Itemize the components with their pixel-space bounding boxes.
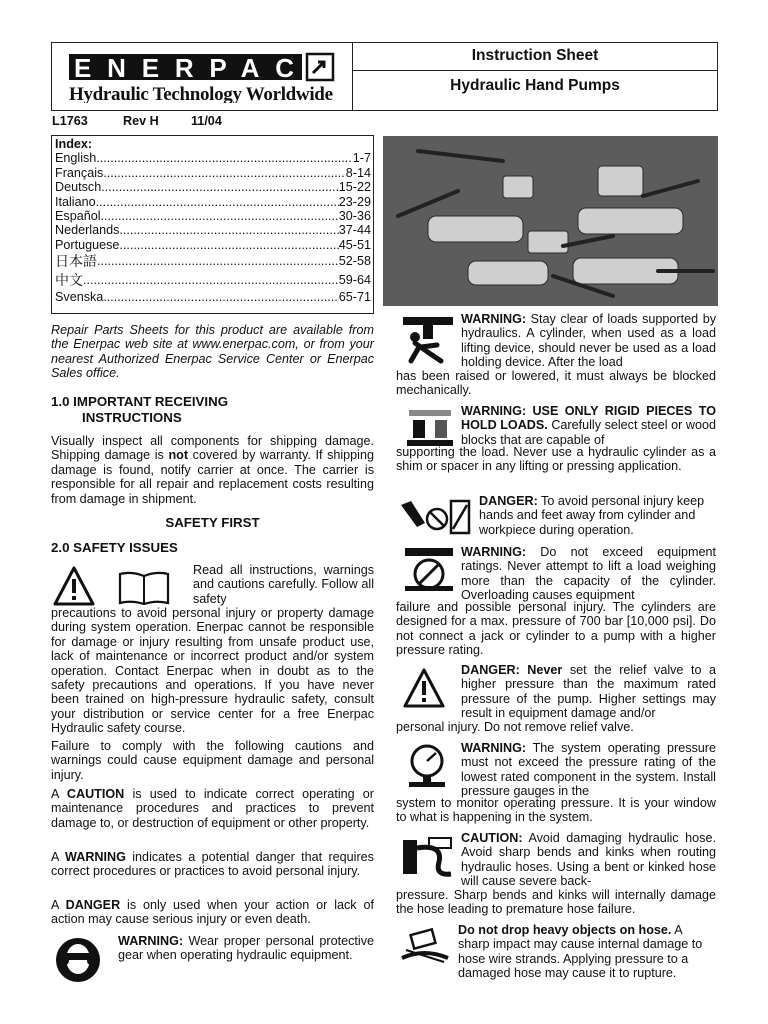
- index-item[interactable]: 中文 ..... 59-64: [55, 271, 371, 290]
- doc-rev: Rev H: [123, 114, 159, 128]
- danger-hands-feet: DANGER: To avoid personal injury keep hands and feet away from cylinder and workpiece during operation.: [479, 494, 705, 537]
- pumps-photo: [383, 136, 718, 306]
- index-item[interactable]: Italiano ..... 23-29: [55, 195, 371, 209]
- overload-icon: [403, 546, 455, 592]
- warning-loads-top: WARNING: Stay clear of loads supported by hydraulics. A cylinder, when used as a load lifting device, should never be used as a load holding device. After the load: [461, 312, 716, 370]
- dropped-object-icon: [398, 926, 452, 966]
- warning-ratings-bottom: failure and possible personal injury. The cylinders are designed for a max. pressure of 700 bar [10,000 psi]. Do not connect a jack or cylinder to a pump with a higher pressure rating.: [396, 600, 716, 658]
- index-item[interactable]: Portuguese ..... 45-51: [55, 238, 371, 252]
- warning-rigid-pieces-top: WARNING: USE ONLY RIGID PIECES TO HOLD LOADS. Carefully select steel or wood blocks that are capable of: [461, 404, 716, 447]
- doc-code: L1763: [52, 114, 88, 128]
- index-item[interactable]: Nederlands ..... 37-44: [55, 223, 371, 237]
- safety-intro-top: Read all instructions, warnings and cautions carefully. Follow all safety: [193, 563, 374, 606]
- index-item[interactable]: English ..... 1-7: [55, 151, 371, 165]
- header-title-product: Hydraulic Hand Pumps: [450, 77, 620, 94]
- index-item[interactable]: Español ..... 30-36: [55, 209, 371, 223]
- repair-parts-note: Repair Parts Sheets for this product are available from the Enerpac web site at www.enerpac.com, or from your nearest Authorized Enerpac Service Center or Enerpac Sales office.: [51, 323, 374, 381]
- index-item[interactable]: Svenska ..... 65-71: [55, 290, 371, 304]
- pressure-gauge-icon: [405, 743, 449, 789]
- safety-first-heading: SAFETY FIRST: [165, 515, 260, 530]
- index-item[interactable]: Deutsch ..... 15-22: [55, 180, 371, 194]
- svg-text:ENERPAC: ENERPAC: [74, 53, 296, 83]
- index-item[interactable]: 日本語 ..... 52-58: [55, 252, 371, 271]
- warning-definition: A WARNING indicates a potential danger that requires correct procedures or practices to avoid personal injury.: [51, 850, 374, 879]
- failure-paragraph: Failure to comply with the following cautions and warnings could cause equipment damage and personal injury.: [51, 739, 374, 782]
- svg-text:Hydraulic Technology Worldwide: Hydraulic Technology Worldwide: [69, 84, 333, 103]
- danger-relief-valve-top: DANGER: Never set the relief valve to a higher pressure than the maximum rated pressure of the pump. Higher settings may result in equipment damage and/or: [461, 663, 716, 721]
- protective-gear-icon: [55, 937, 101, 983]
- index-heading: Index:: [55, 137, 93, 151]
- danger-relief-valve-bottom: personal injury. Do not remove relief valve.: [396, 720, 634, 734]
- warning-triangle-icon: [53, 566, 95, 606]
- hose-bend-icon: [399, 834, 455, 880]
- section-2-heading: 2.0 SAFETY ISSUES: [51, 540, 178, 555]
- section-1-heading-cont: INSTRUCTIONS: [82, 410, 182, 425]
- hand-pumps-image: [383, 136, 718, 306]
- warning-pressure-bottom: system to monitor operating pressure. It is your window to what is happening in the system.: [396, 796, 716, 825]
- warning-loads-bottom: has been raised or lowered, it must always be blocked mechanically.: [396, 369, 716, 398]
- section-1-body: Visually inspect all components for shipping damage. Shipping damage is not covered by warranty. If shipping damage is found, notify carrier at once. The carrier is responsible for all repair and replacement costs resulting from damage in shipment.: [51, 434, 374, 506]
- index-list: [55, 137, 371, 305]
- book-icon: [117, 570, 171, 606]
- index-item[interactable]: Français ..... 8-14: [55, 166, 371, 180]
- warning-rigid-pieces-bottom: supporting the load. Never use a hydraulic cylinder as a shim or spacer in any lifting or pressing application.: [396, 445, 716, 474]
- danger-definition: A DANGER is only used when your action or lack of action may cause serious injury or even death.: [51, 898, 374, 927]
- caution-definition: A CAUTION is used to indicate correct operating or maintenance procedures and practices to prevent damage to, or destruction of equipment or other property.: [51, 787, 374, 830]
- warning-ratings-top: WARNING: Do not exceed equipment ratings. Never attempt to lift a load weighing more than the capacity of the cylinder. Overloading causes equipment: [461, 545, 716, 603]
- relief-valve-warning-icon: [402, 668, 446, 708]
- warning-pressure-top: WARNING: The system operating pressure must not exceed the pressure rating of the lowest rated component in the system. Install pressure gauges in the: [461, 741, 716, 799]
- doc-date: 11/04: [191, 114, 222, 128]
- crushed-person-icon: [401, 313, 455, 365]
- hands-feet-icon: [397, 497, 473, 537]
- caution-hose-top: CAUTION: Avoid damaging hydraulic hose. Avoid sharp bends and kinks when routing hydraulic hoses. Using a bent or kinked hose will cause severe back-: [461, 831, 716, 889]
- safety-intro-rest: precautions to avoid personal injury or property damage during system operation. Enerpac cannot be responsible for damage or injury resulting from unsafe product use, lack of maintenance or incorrect product and/or system operation. Contact Enerpac when in doubt as to the safety precautions and operations. If you have never been trained on high-pressure hydraulic safety, consult your distribution or service center for a free Enerpac Hydraulic safety course.: [51, 606, 374, 736]
- caution-hose-bottom: pressure. Sharp bends and kinks will internally damage the hose leading to premature hose failure.: [396, 888, 716, 917]
- header-title-instruction: Instruction Sheet: [471, 47, 599, 64]
- protective-gear-warning: WARNING: Wear proper personal protective gear when operating hydraulic equipment.: [118, 934, 374, 963]
- blocking-icon: [405, 406, 455, 448]
- section-1-heading: 1.0 IMPORTANT RECEIVING: [51, 394, 229, 409]
- warning-drop-hose: Do not drop heavy objects on hose. A sharp impact may cause internal damage to hose wire strands. Applying pressure to a damaged hose may cause it to rupture.: [458, 923, 703, 981]
- enerpac-logo: [66, 51, 336, 103]
- header-divider: [352, 70, 718, 71]
